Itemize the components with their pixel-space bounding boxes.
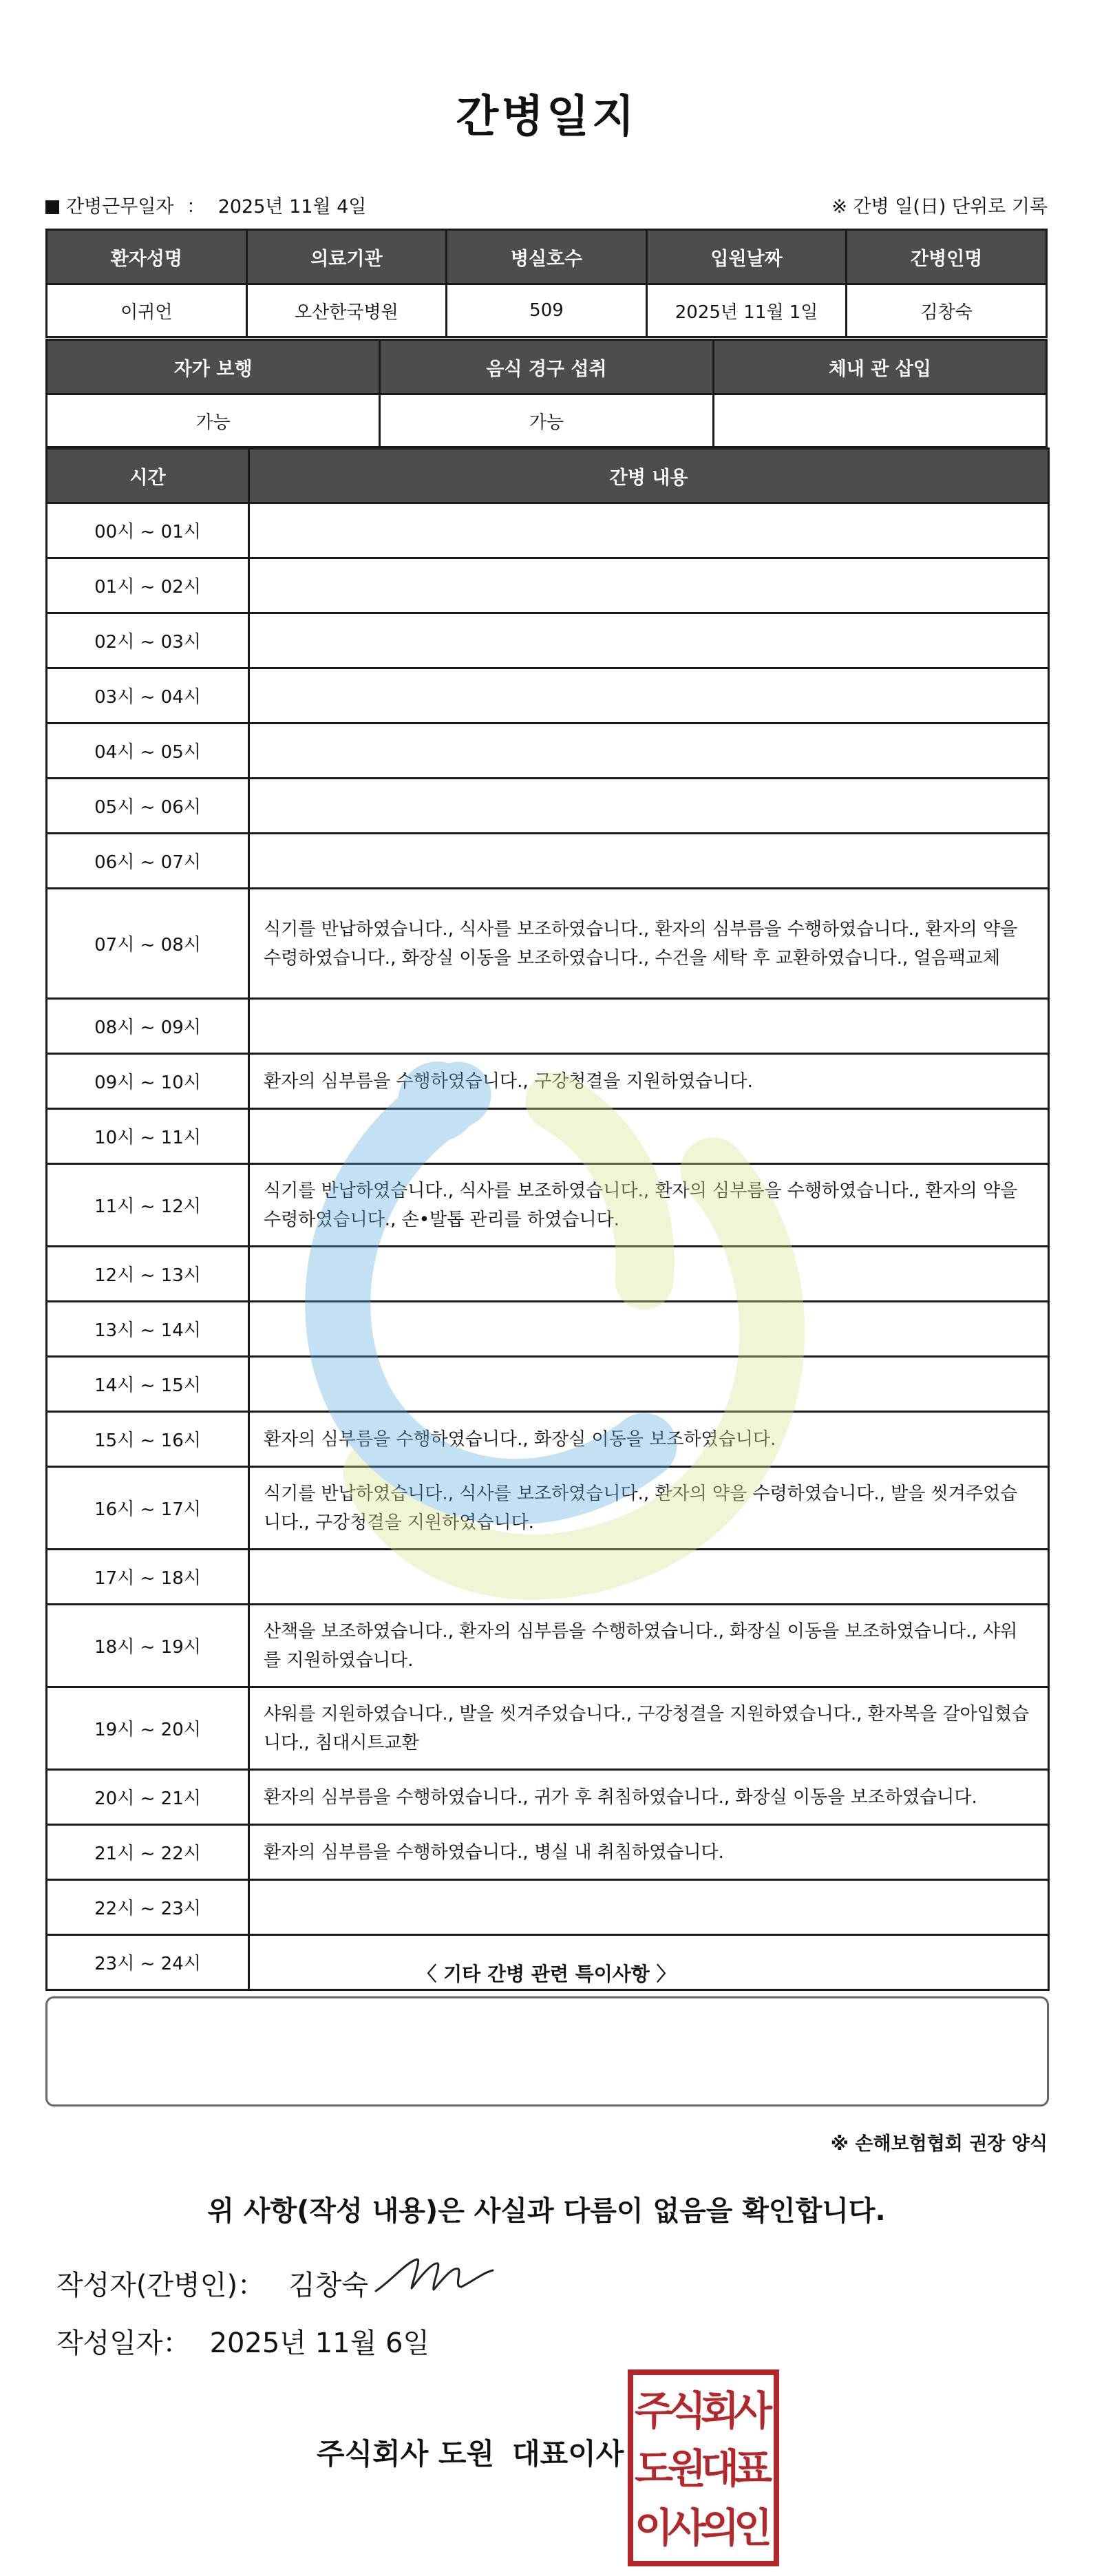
log-time: 14시 ~ 15시 <box>47 1357 249 1412</box>
log-time: 11시 ~ 12시 <box>47 1164 249 1247</box>
log-content: 산책을 보조하였습니다., 환자의 심부름을 수행하였습니다., 화장실 이동을 보조하였습니다., 샤워를 지원하였습니다. <box>249 1605 1049 1687</box>
header-self-walking: 자가 보행 <box>47 340 380 394</box>
header-oral-intake: 음식 경구 섭취 <box>380 340 713 394</box>
work-date-separator: ： <box>187 196 206 218</box>
log-row <box>47 1054 1049 1109</box>
log-content <box>249 1109 1049 1164</box>
log-row <box>47 668 1049 724</box>
log-content <box>249 1357 1049 1412</box>
svg-text:식: 식 <box>667 2387 707 2434</box>
header-care-content: 간병 내용 <box>249 449 1049 503</box>
svg-text:회: 회 <box>700 2387 740 2434</box>
svg-text:주: 주 <box>634 2387 674 2434</box>
record-note: ※ 간병 일(日) 단위로 기록 <box>831 196 1048 218</box>
log-content: 환자의 심부름을 수행하였습니다., 병실 내 취침하였습니다. <box>249 1825 1049 1880</box>
log-time: 06시 ~ 07시 <box>47 834 249 889</box>
log-row <box>47 834 1049 889</box>
log-row <box>47 613 1049 668</box>
work-date-value: 2025년 11월 4일 <box>217 196 367 218</box>
log-time: 20시 ~ 21시 <box>47 1770 249 1825</box>
log-time: 04시 ~ 05시 <box>47 724 249 779</box>
log-time: 09시 ~ 10시 <box>47 1054 249 1109</box>
log-content <box>249 779 1049 834</box>
header-caregiver-name: 간병인명 <box>847 230 1047 284</box>
log-row <box>47 1467 1049 1550</box>
write-date-label: 작성일자： <box>56 2327 191 2359</box>
patient-info-table <box>45 229 1048 338</box>
log-content: 환자의 심부름을 수행하였습니다., 화장실 이동을 보조하였습니다. <box>249 1412 1049 1467</box>
log-content: 샤워를 지원하였습니다., 발을 씻겨주었습니다., 구강청결을 지원하였습니다., 환자복을 갈아입혔습니다., 침대시트교환 <box>249 1687 1049 1770</box>
log-row <box>47 724 1049 779</box>
work-date-label: 간병근무일자 <box>66 196 174 218</box>
company-seal-stamp <box>626 2368 781 2568</box>
log-content <box>249 724 1049 779</box>
log-content: 식기를 반납하였습니다., 식사를 보조하였습니다., 환자의 심부름을 수행하였습니다., 환자의 약을 수령하였습니다., 손•발톱 관리를 하였습니다. <box>249 1164 1049 1247</box>
care-log-table <box>45 447 1050 1991</box>
log-content <box>249 834 1049 889</box>
company-name: 주식회사 도원 <box>317 2437 495 2471</box>
log-row <box>47 1109 1049 1164</box>
header-room-number: 병실호수 <box>447 230 647 284</box>
log-content: 식기를 반납하였습니다., 식사를 보조하였습니다., 환자의 심부름을 수행하였습니다., 환자의 약을 수령하였습니다., 화장실 이동을 보조하였습니다., 수건을 세탁 후 교환하였습니다., 얼음팩교체 <box>249 889 1049 999</box>
log-row <box>47 503 1049 558</box>
log-content <box>249 1302 1049 1357</box>
log-time: 01시 ~ 02시 <box>47 558 249 613</box>
svg-text:도: 도 <box>634 2445 674 2492</box>
write-date-value: 2025년 11월 6일 <box>209 2327 430 2359</box>
header-hospital: 의료기관 <box>246 230 447 284</box>
log-content: 환자의 심부름을 수행하였습니다., 귀가 후 취침하였습니다., 화장실 이동을 보조하였습니다. <box>249 1770 1049 1825</box>
log-row <box>47 1880 1049 1935</box>
svg-text:의: 의 <box>700 2504 740 2551</box>
log-time: 15시 ~ 16시 <box>47 1412 249 1467</box>
oral-intake-value: 가능 <box>380 394 713 447</box>
special-notes-box <box>45 1996 1049 2107</box>
svg-text:사: 사 <box>667 2504 707 2551</box>
svg-text:이: 이 <box>634 2504 674 2551</box>
caregiver-name: 김창숙 <box>847 284 1047 337</box>
log-time: 03시 ~ 04시 <box>47 668 249 724</box>
log-row <box>47 1302 1049 1357</box>
svg-text:표: 표 <box>733 2445 773 2492</box>
log-row <box>47 1825 1049 1880</box>
log-content: 식기를 반납하였습니다., 식사를 보조하였습니다., 환자의 약을 수령하였습니다., 발을 씻겨주었습니다., 구강청결을 지원하였습니다. <box>249 1467 1049 1550</box>
header-time: 시간 <box>47 449 249 503</box>
log-content <box>249 613 1049 668</box>
company-role: 대표이사 <box>512 2437 624 2471</box>
tube-insertion-value <box>713 394 1046 447</box>
log-row <box>47 1164 1049 1247</box>
write-date-line <box>56 2321 429 2361</box>
log-row <box>47 889 1049 999</box>
patient-ability-table <box>45 339 1048 448</box>
svg-text:인: 인 <box>733 2504 773 2551</box>
special-notes-title: 〈 기타 간병 관련 특이사항 〉 <box>417 1963 676 1985</box>
svg-text:원: 원 <box>667 2445 707 2492</box>
log-time: 10시 ~ 11시 <box>47 1109 249 1164</box>
log-time: 22시 ~ 23시 <box>47 1880 249 1935</box>
header-tube-insertion: 체내 관 삽입 <box>713 340 1046 394</box>
handwritten-signature <box>372 2252 496 2298</box>
log-time: 16시 ~ 17시 <box>47 1467 249 1550</box>
log-row <box>47 1605 1049 1687</box>
company-line <box>317 2431 624 2473</box>
hospital-name: 오산한국병원 <box>246 284 447 337</box>
room-number: 509 <box>447 284 647 337</box>
form-source-note: ※ 손해보험협회 권장 양식 <box>830 2133 1048 2155</box>
log-content <box>249 1247 1049 1302</box>
log-time: 08시 ~ 09시 <box>47 999 249 1054</box>
log-time: 23시 ~ 24시 <box>47 1935 249 1990</box>
patient-name: 이귀언 <box>47 284 247 337</box>
admission-date: 2025년 11월 1일 <box>646 284 847 337</box>
log-row <box>47 1550 1049 1605</box>
page-title: 간병일지 <box>456 92 637 142</box>
log-time: 17시 ~ 18시 <box>47 1550 249 1605</box>
log-row <box>47 558 1049 613</box>
writer-name: 김창숙 <box>288 2270 368 2301</box>
log-row <box>47 1357 1049 1412</box>
header-patient-name: 환자성명 <box>47 230 247 284</box>
log-time: 21시 ~ 22시 <box>47 1825 249 1880</box>
log-content <box>249 503 1049 558</box>
log-time: 00시 ~ 01시 <box>47 503 249 558</box>
work-date-line <box>45 191 366 218</box>
writer-line <box>56 2263 368 2303</box>
log-row <box>47 1770 1049 1825</box>
writer-label: 작성자(간병인)： <box>56 2270 266 2301</box>
log-row <box>47 1247 1049 1302</box>
svg-text:사: 사 <box>733 2387 773 2434</box>
log-content <box>249 668 1049 724</box>
log-row <box>47 999 1049 1054</box>
bullet-square-icon <box>45 200 59 214</box>
log-row <box>47 1412 1049 1467</box>
log-row <box>47 1687 1049 1770</box>
log-time: 13시 ~ 14시 <box>47 1302 249 1357</box>
log-content <box>249 999 1049 1054</box>
log-time: 12시 ~ 13시 <box>47 1247 249 1302</box>
confirmation-statement: 위 사항(작성 내용)은 사실과 다름이 없음을 확인합니다. <box>207 2195 886 2227</box>
log-row <box>47 779 1049 834</box>
log-content <box>249 1880 1049 1935</box>
log-content <box>249 1550 1049 1605</box>
log-time: 07시 ~ 08시 <box>47 889 249 999</box>
log-time: 18시 ~ 19시 <box>47 1605 249 1687</box>
header-admission-date: 입원날짜 <box>646 230 847 284</box>
log-content: 환자의 심부름을 수행하였습니다., 구강청결을 지원하였습니다. <box>249 1054 1049 1109</box>
self-walking-value: 가능 <box>47 394 380 447</box>
log-content <box>249 558 1049 613</box>
svg-text:대: 대 <box>700 2445 740 2492</box>
log-time: 02시 ~ 03시 <box>47 613 249 668</box>
log-time: 19시 ~ 20시 <box>47 1687 249 1770</box>
log-time: 05시 ~ 06시 <box>47 779 249 834</box>
